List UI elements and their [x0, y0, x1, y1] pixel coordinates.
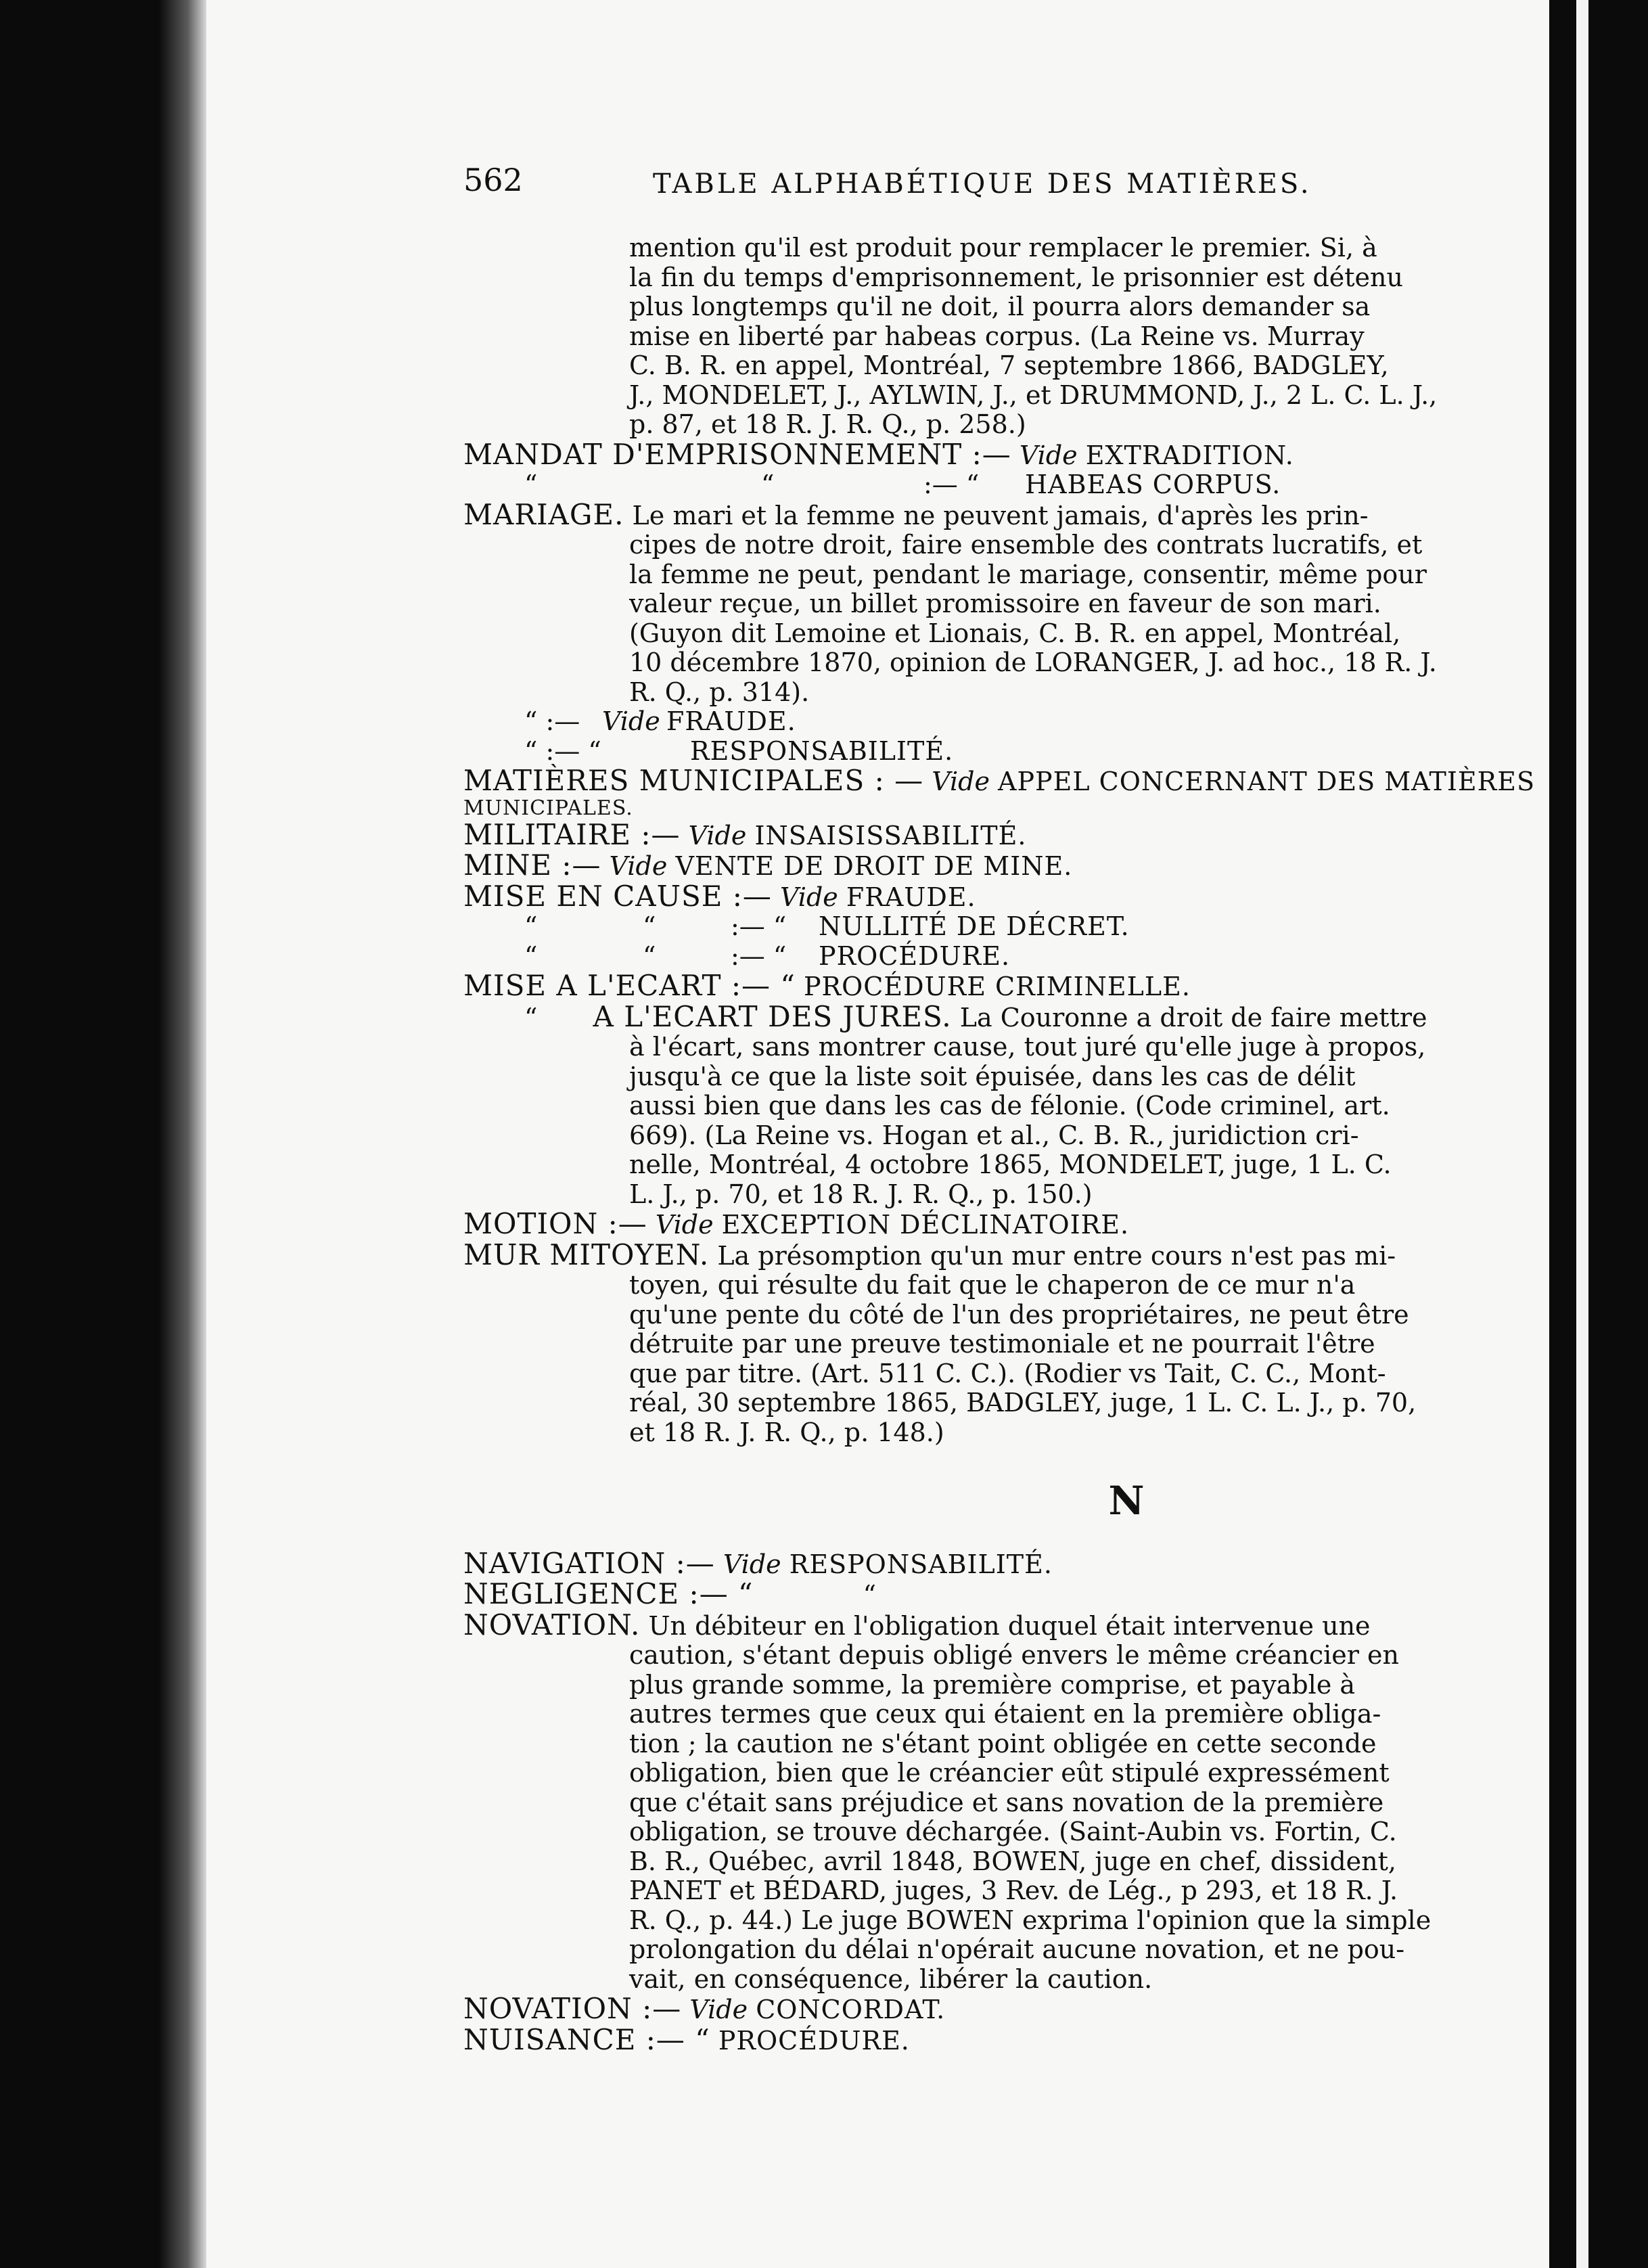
entry-novation-concordat [463, 1994, 1613, 2025]
cross-reference: FRAUDE. [666, 706, 796, 736]
entry-mur-mitoyen [463, 1240, 1613, 1271]
text-line: Un débiteur en l'obligation duquel était intervenue une [648, 1610, 1371, 1641]
text-line: valeur reçue, un billet promissoire en faveur de son mari. [629, 589, 1381, 618]
scan-border-right [1549, 0, 1630, 2268]
ditto-row [463, 737, 1613, 767]
text-line: la fin du temps d'emprisonnement, le prisonnier est détenu [629, 262, 1403, 292]
entry-heading: NEGLIGENCE :— “ [463, 1577, 754, 1610]
cross-reference-continued: MUNICIPALES. [463, 796, 633, 820]
entry-mariage [463, 497, 1613, 531]
text-line: à l'écart, sans montrer cause, tout juré qu'elle juge à propos, [629, 1032, 1426, 1062]
entry-heading: MINE :— [463, 848, 601, 882]
entry-novation-body [463, 1641, 1613, 1994]
text-line: J., MONDELET, J., AYLWIN, J., et DRUMMOND, J., 2 L. C. L. J., [629, 380, 1438, 410]
text-line: tion ; la caution ne s'étant point obligée en cette seconde [629, 1728, 1377, 1759]
page-header [463, 162, 1613, 206]
ditto-mark: :— “ [731, 940, 787, 971]
text-line: détruite par une preuve testimoniale et ne pourrait l'être [629, 1329, 1375, 1359]
entry-heading: MUR MITOYEN. [463, 1238, 710, 1271]
entry-heading: NOVATION. [463, 1608, 641, 1641]
cross-reference: NULLITÉ DE DÉCRET. [819, 911, 1130, 941]
entry-motion [463, 1209, 1613, 1240]
ditto-mark: “ [761, 470, 775, 499]
ditto-mark: “ [524, 911, 538, 941]
cross-reference: HABEAS CORPUS. [1025, 470, 1281, 499]
text-line: C. B. R. en appel, Montréal, 7 septembre 1866, BADGLEY, [629, 350, 1389, 380]
entry-militaire [463, 817, 1613, 851]
text-line: R. Q., p. 44.) Le juge BOWEN exprima l'opinion que la simple [629, 1905, 1432, 1935]
entry-ecart-des-jures [463, 999, 1613, 1033]
page-content [463, 162, 1613, 2056]
text-line: cipes de notre droit, faire ensemble des contrats lucratifs, et [629, 530, 1423, 560]
entry-mandat [463, 437, 1613, 471]
ditto-row [463, 707, 1613, 737]
entry-negligence [463, 1579, 1613, 1610]
text-line: réal, 30 septembre 1865, BADGLEY, juge, 1 L. C. L. J., p. 70, [629, 1388, 1417, 1418]
ditto-row [463, 470, 1613, 500]
text-line: p. 87, et 18 R. J. R. Q., p. 258.) [629, 409, 1026, 439]
text-line: plus longtemps qu'il ne doit, il pourra alors demander sa [629, 292, 1371, 321]
entry-heading: NAVIGATION :— [463, 1546, 715, 1580]
text-line: La Couronne a droit de faire mettre [959, 1002, 1427, 1033]
text-line: obligation, se trouve déchargée. (Saint-Aubin vs. Fortin, C. [629, 1817, 1397, 1846]
cross-reference: EXTRADITION. [1085, 440, 1294, 470]
continued-entry [463, 233, 1613, 440]
entry-heading: MILITAIRE :— [463, 817, 681, 851]
ditto-mark: “ [863, 1580, 877, 1610]
ditto-mark: :— “ [731, 911, 787, 941]
ditto-mark: “ [643, 940, 656, 971]
text-line: B. R., Québec, avril 1848, BOWEN, juge en chef, dissident, [629, 1846, 1396, 1876]
entry-heading: MATIÈRES MUNICIPALES : — [463, 764, 924, 797]
text-line: jusqu'à ce que la liste soit épuisée, dans les cas de délit [629, 1061, 1356, 1091]
entry-ecart-body [463, 1033, 1613, 1209]
section-letter: N [1108, 1478, 1145, 1524]
text-line: 10 décembre 1870, opinion de LORANGER, J. ad hoc., 18 R. J. [629, 648, 1437, 677]
text-line: que c'était sans préjudice et sans novation de la première [629, 1787, 1384, 1817]
entry-matieres-municipales [463, 766, 1613, 797]
text-line: toyen, qui résulte du fait que le chaperon de ce mur n'a [629, 1270, 1356, 1300]
cross-reference: FRAUDE. [846, 882, 976, 912]
text-line: Le mari et la femme ne peuvent jamais, d'après les prin- [632, 500, 1369, 530]
entry-heading: MISE EN CAUSE :— [463, 879, 772, 913]
text-line: vait, en conséquence, libérer la caution. [629, 1964, 1153, 1994]
entry-mise-a-lecart [463, 971, 1613, 1002]
entry-navigation [463, 1546, 1613, 1580]
text-line: R. Q., p. 314). [629, 677, 810, 707]
entry-mur-mitoyen-body [463, 1271, 1613, 1447]
text-line: la femme ne peut, pendant le mariage, consentir, même pour [629, 559, 1427, 589]
text-line: plus grande somme, la première comprise, et payable à [629, 1669, 1356, 1700]
text-line: PANET et BÉDARD, juges, 3 Rev. de Lég., p 293, et 18 R. J. [629, 1876, 1398, 1905]
ditto-row [463, 912, 1613, 942]
entry-heading: MISE A L'ECART :— “ [463, 969, 796, 1002]
cross-reference: EXCEPTION DÉCLINATOIRE. [721, 1210, 1130, 1240]
vide-label: Vide [1019, 440, 1078, 470]
vide-label: Vide [602, 706, 660, 736]
book-page [206, 0, 1549, 2268]
next-page-edge [1576, 0, 1588, 2268]
ditto-mark: “ [643, 911, 656, 941]
entry-mise-en-cause [463, 879, 1613, 913]
text-line: obligation, bien que le créancier eût stipulé expressément [629, 1758, 1390, 1788]
ditto-mark: “ [524, 940, 538, 971]
text-line: La présomption qu'un mur entre cours n'est pas mi- [717, 1240, 1396, 1271]
cross-reference: RESPONSABILITÉ. [789, 1549, 1053, 1579]
entry-nuisance [463, 2022, 1613, 2056]
entry-heading: NUISANCE :— “ [463, 2022, 710, 2056]
text-line: caution, s'étant depuis obligé envers le même créancier en [629, 1640, 1399, 1670]
scan-gutter-shadow [159, 0, 206, 2268]
scan-border-far-right [1630, 0, 1648, 2268]
cross-reference: INSAISISSABILITÉ. [754, 820, 1027, 850]
ditto-mark: :— “ [923, 470, 980, 499]
text-line: (Guyon dit Lemoine et Lionais, C. B. R. en appel, Montréal, [629, 618, 1401, 648]
entry-heading: A L'ECART DES JURES. [593, 999, 952, 1033]
text-line: nelle, Montréal, 4 octobre 1865, MONDELET, juge, 1 L. C. [629, 1150, 1392, 1179]
entry-mine [463, 850, 1613, 882]
text-line: prolongation du délai n'opérait aucune novation, et ne pou- [629, 1934, 1405, 1964]
ditto-mark: “ [524, 470, 538, 499]
vide-label: Vide [688, 820, 747, 850]
entry-mariage-body [463, 530, 1613, 707]
text-line: mise en liberté par habeas corpus. (La Reine vs. Murray [629, 321, 1365, 351]
vide-label: Vide [655, 1210, 714, 1240]
entry-heading: MOTION :— [463, 1207, 647, 1240]
text-line: 669). (La Reine vs. Hogan et al., C. B. R., juridiction cri- [629, 1120, 1359, 1150]
entry-novation [463, 1610, 1613, 1641]
ditto-row [463, 942, 1613, 972]
ditto-mark: “ :— “ [524, 735, 601, 766]
vide-label: Vide [723, 1549, 781, 1579]
text-line: autres termes que ceux qui étaient en la première obliga- [629, 1699, 1381, 1729]
text-line: aussi bien que dans les cas de félonie. (Code criminel, art. [629, 1091, 1390, 1120]
text-line: qu'une pente du côté de l'un des propriétaires, ne peut être [629, 1299, 1409, 1330]
vide-label: Vide [609, 851, 668, 881]
cross-reference: VENTE DE DROIT DE MINE. [675, 851, 1073, 881]
cross-reference: PROCÉDURE. [718, 2025, 910, 2056]
vide-label: Vide [780, 882, 838, 912]
page-number: 562 [463, 162, 523, 198]
ditto-mark: “ :— [524, 706, 580, 736]
cross-reference: RESPONSABILITÉ. [690, 735, 954, 766]
cross-reference: CONCORDAT. [756, 1995, 946, 2024]
text-line: et 18 R. J. R. Q., p. 148.) [629, 1417, 944, 1447]
cross-reference: APPEL CONCERNANT DES MATIÈRES [998, 767, 1536, 796]
text-line: que par titre. (Art. 511 C. C.). (Rodier vs Tait, C. C., Mont- [629, 1358, 1386, 1388]
cross-reference: PROCÉDURE CRIMINELLE. [803, 972, 1191, 1001]
running-title: TABLE ALPHABÉTIQUE DES MATIÈRES. [653, 168, 1312, 200]
entry-heading: NOVATION :— [463, 1992, 682, 2025]
entry-heading: MARIAGE. [463, 497, 624, 531]
cross-reference: PROCÉDURE. [819, 940, 1011, 971]
entry-heading: MANDAT D'EMPRISONNEMENT :— [463, 437, 1011, 471]
vide-label: Vide [932, 767, 990, 796]
ditto-mark: “ [524, 1002, 538, 1033]
text-line: L. J., p. 70, et 18 R. J. R. Q., p. 150.) [629, 1179, 1093, 1209]
vide-label: Vide [689, 1995, 748, 2024]
text-line: mention qu'il est produit pour remplacer le premier. Si, à [629, 233, 1377, 263]
